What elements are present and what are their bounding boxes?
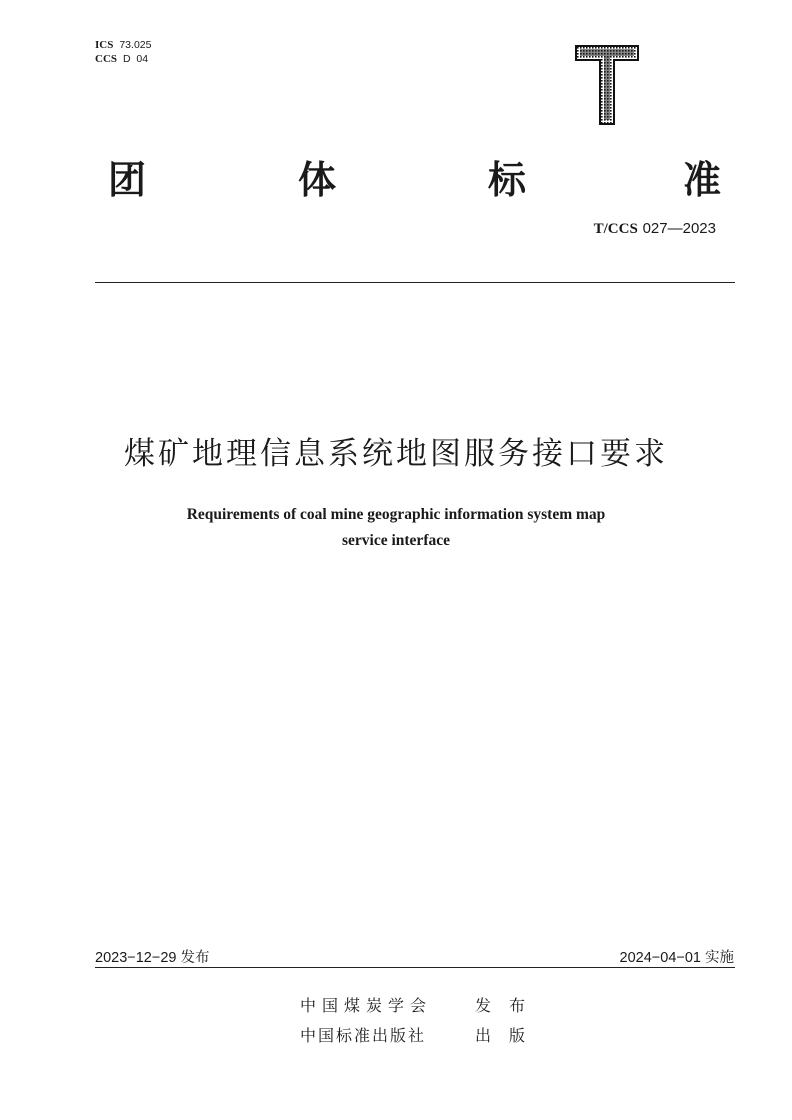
publisher-line: [300, 993, 544, 1016]
heading-char-1: 团: [108, 158, 147, 202]
category-t-mark: [574, 44, 640, 126]
ics-value: 73.025: [119, 39, 152, 51]
implement-date-value: 2024−04−01: [619, 950, 701, 966]
press-role: 出版: [475, 1026, 544, 1045]
press-name: 中国标准出版社: [300, 1026, 427, 1045]
classification-codes: [95, 38, 151, 66]
standard-type-heading: [108, 157, 728, 203]
heading-char-3: 标: [488, 158, 527, 202]
title-chinese: 煤矿地理信息系统地图服务接口要求: [124, 436, 668, 472]
implement-date: [620, 946, 734, 967]
standard-number-value: 027—2023: [642, 220, 716, 237]
top-divider: [95, 282, 735, 283]
ccs-label: CCS: [95, 53, 118, 65]
title-english-line1: Requirements of coal mine geographic information system map: [186, 506, 606, 523]
ccs-code: [95, 52, 151, 66]
heading-char-2: 体: [298, 158, 337, 202]
ccs-value: D 04: [123, 53, 149, 65]
press-line: [300, 1023, 544, 1046]
standard-number: [594, 219, 716, 238]
publish-date-value: 2023−12−29: [95, 950, 177, 966]
standard-number-prefix: T/CCS: [593, 221, 638, 237]
ics-label: ICS: [95, 39, 114, 51]
publish-date-label: 发布: [180, 950, 210, 966]
title-english-line2: service interface: [341, 532, 450, 549]
ics-code: [95, 38, 151, 52]
publish-date: [95, 946, 209, 967]
implement-date-label: 实施: [705, 950, 734, 966]
bottom-divider: [95, 967, 735, 968]
publisher-name: 中国煤炭学会: [300, 996, 433, 1015]
publisher-role: 发布: [475, 996, 544, 1015]
heading-char-4: 准: [683, 158, 722, 202]
title-english: [0, 502, 792, 554]
